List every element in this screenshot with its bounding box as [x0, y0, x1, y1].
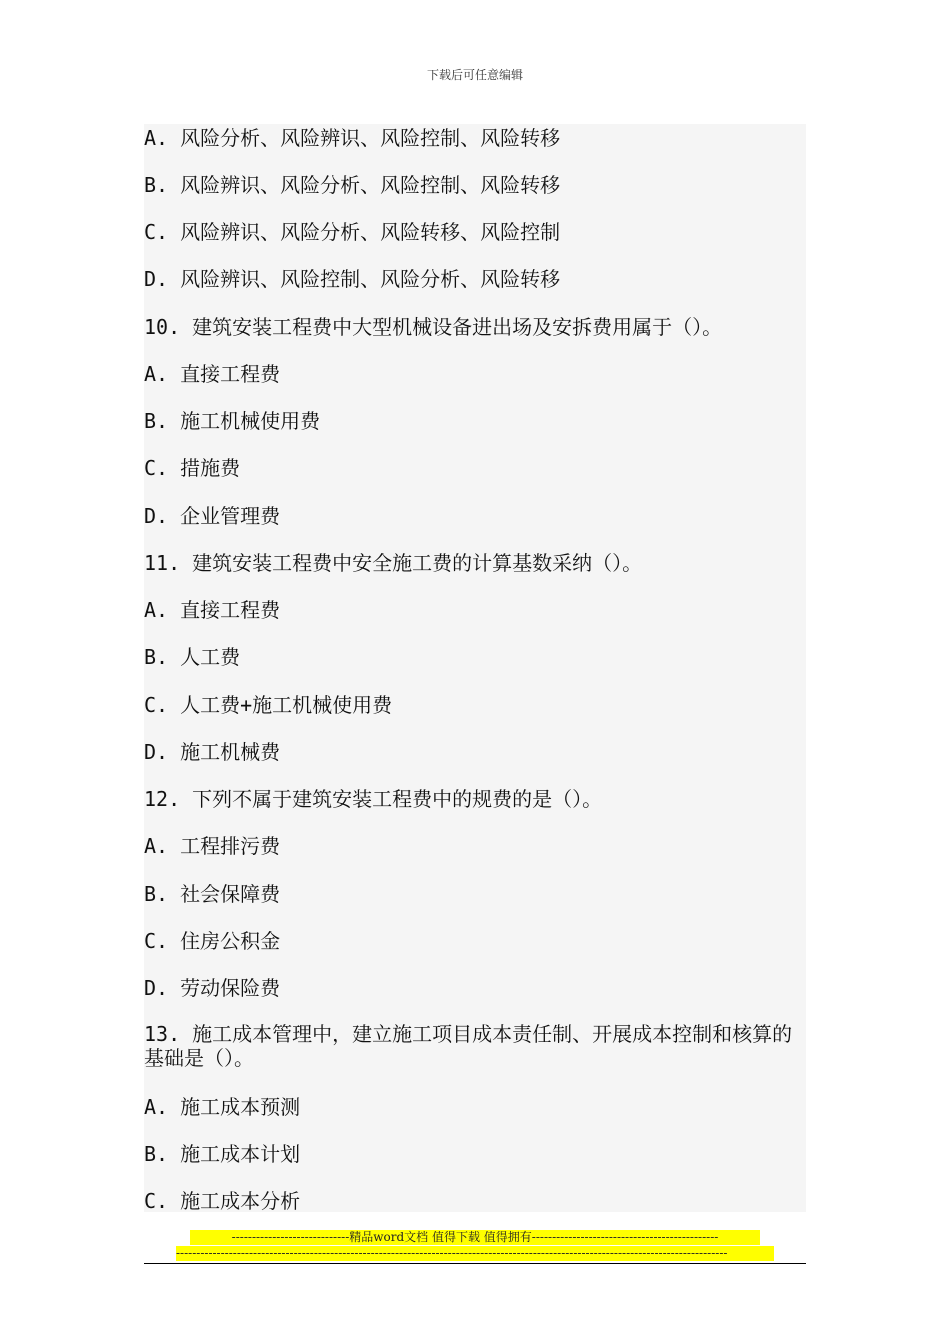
option-a: A. 直接工程费	[144, 598, 281, 622]
option-a: A. 直接工程费	[144, 362, 281, 386]
option-d: D. 企业管理费	[144, 504, 281, 528]
question-13: 13. 施工成本管理中，建立施工项目成本责任制、开展成本控制和核算的基础是（）。	[144, 1022, 793, 1070]
page-header: 下载后可任意编辑	[426, 68, 523, 82]
option-d: D. 劳动保险费	[144, 976, 281, 1000]
option-b: B. 施工成本计划	[144, 1142, 301, 1166]
option-c: C. 风险辨识、风险分析、风险转移、风险控制	[144, 220, 561, 244]
option-b: B. 风险辨识、风险分析、风险控制、风险转移	[144, 173, 561, 197]
option-c: C. 施工成本分析	[144, 1189, 301, 1213]
option-b: B. 社会保障费	[144, 882, 281, 906]
option-c: C. 人工费+施工机械使用费	[144, 693, 393, 717]
option-a: A. 工程排污费	[144, 834, 281, 858]
option-a: A. 施工成本预测	[144, 1095, 301, 1119]
question-12: 12. 下列不属于建筑安装工程费中的规费的是（）。	[144, 787, 603, 811]
option-d: D. 风险辨识、风险控制、风险分析、风险转移	[144, 267, 561, 291]
footer-rule	[144, 1263, 806, 1264]
option-d: D. 施工机械费	[144, 740, 281, 764]
document-body	[144, 124, 806, 1212]
option-a: A. 风险分析、风险辨识、风险控制、风险转移	[144, 126, 561, 150]
option-c: C. 住房公积金	[144, 929, 281, 953]
option-b: B. 人工费	[144, 645, 241, 669]
question-10: 10. 建筑安装工程费中大型机械设备进出场及安拆费用属于（）。	[144, 315, 723, 339]
question-11: 11. 建筑安装工程费中安全施工费的计算基数采纳（）。	[144, 551, 643, 575]
footer-banner: -----------------------------精品word文档 值得下载 值得拥有----------------------------------------------	[190, 1230, 760, 1245]
footer-banner-dashes: ----------------------------------------------------------------------------------------------------------------------------------------	[176, 1246, 774, 1261]
option-b: B. 施工机械使用费	[144, 409, 321, 433]
option-c: C. 措施费	[144, 456, 241, 480]
